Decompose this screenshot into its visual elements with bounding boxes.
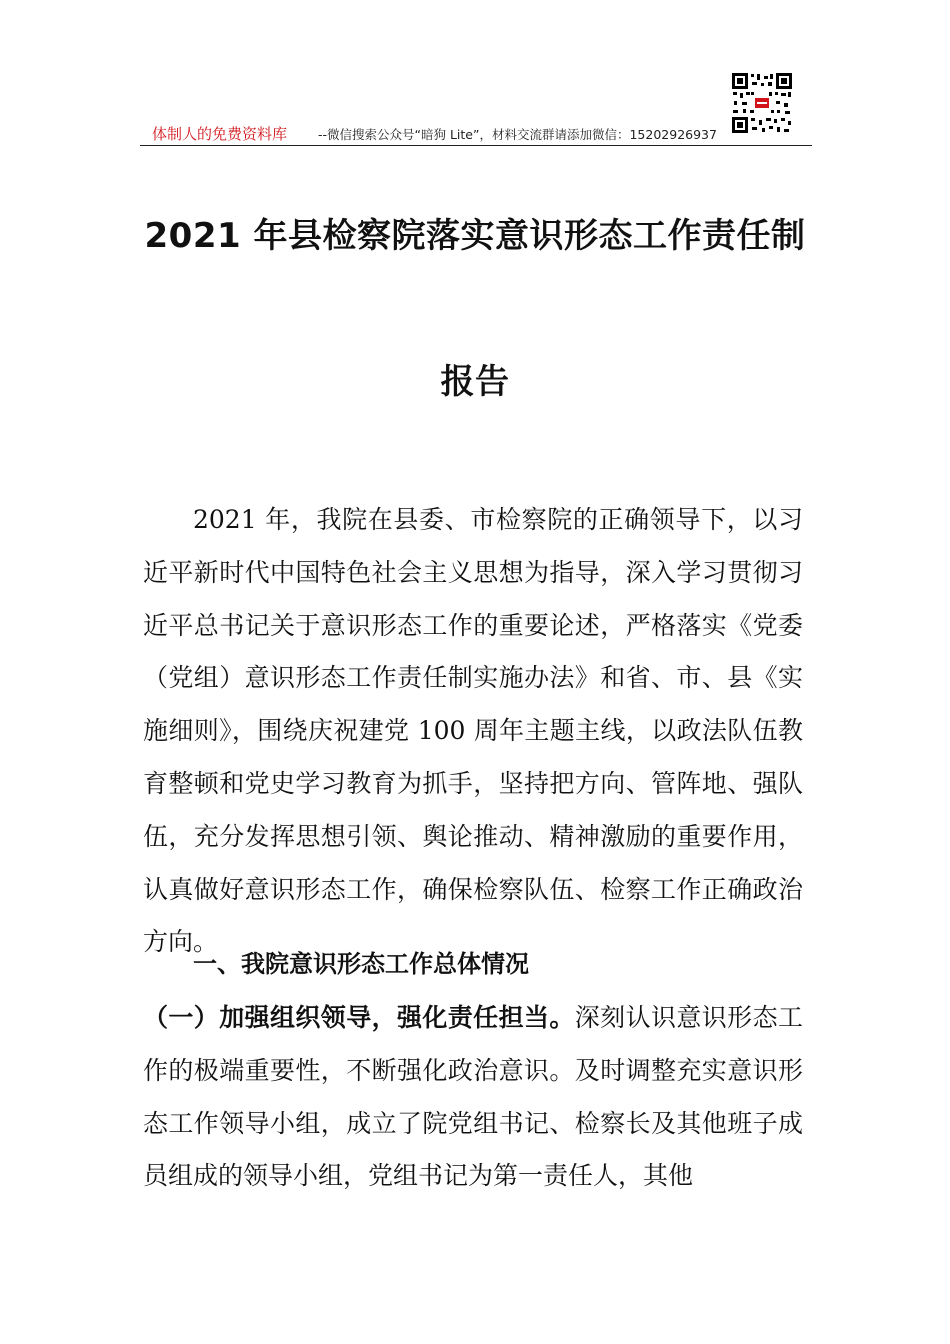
subsection-text: 深刻认识意识形态工作的极端重要性，不断强化政治意识。及时调整充实意识形态工作领导小组，成立了院党组书记、检察长及其他班子成员组成的领导小组，党组书记为第一责任人，其他 xyxy=(143,1003,803,1191)
document-title-line-1: 2021 年县检察院落实意识形态工作责任制 xyxy=(144,216,806,256)
intro-paragraph: 2021 年，我院在县委、市检察院的正确领导下，以习近平新时代中国特色社会主义思想为指导，深入学习贯彻习近平总书记关于意识形态工作的重要论述，严格落实《党委（党组）意识形态工作责任制实施办法》和省、市、县《实施细则》，围绕庆祝建党 100 周年主题主线，以政法队伍教育整顿和党史学习教育为抓手，坚持把方向、管阵地、强队伍，充分发挥思想引领、舆论推动、精神激励的重要作用，认真做好意识形态工作，确保检察队伍、检察工作正确政治方向。 xyxy=(143,505,803,957)
document-title-line-2: 报告 xyxy=(440,362,510,402)
header-brand: 体制人的免费资料库 xyxy=(152,125,288,143)
header-divider xyxy=(140,145,812,146)
header-note: --微信搜索公众号“暗狗 Lite”，材料交流群请添加微信：15202926937 xyxy=(318,127,717,142)
section-heading-1: 一、我院意识形态工作总体情况 xyxy=(193,950,529,978)
qr-code-icon xyxy=(731,72,793,134)
page-header xyxy=(140,60,812,146)
subsection-paragraph-1 xyxy=(143,992,803,1203)
subsection-lead: （一）加强组织领导，强化责任担当。 xyxy=(143,1003,575,1032)
